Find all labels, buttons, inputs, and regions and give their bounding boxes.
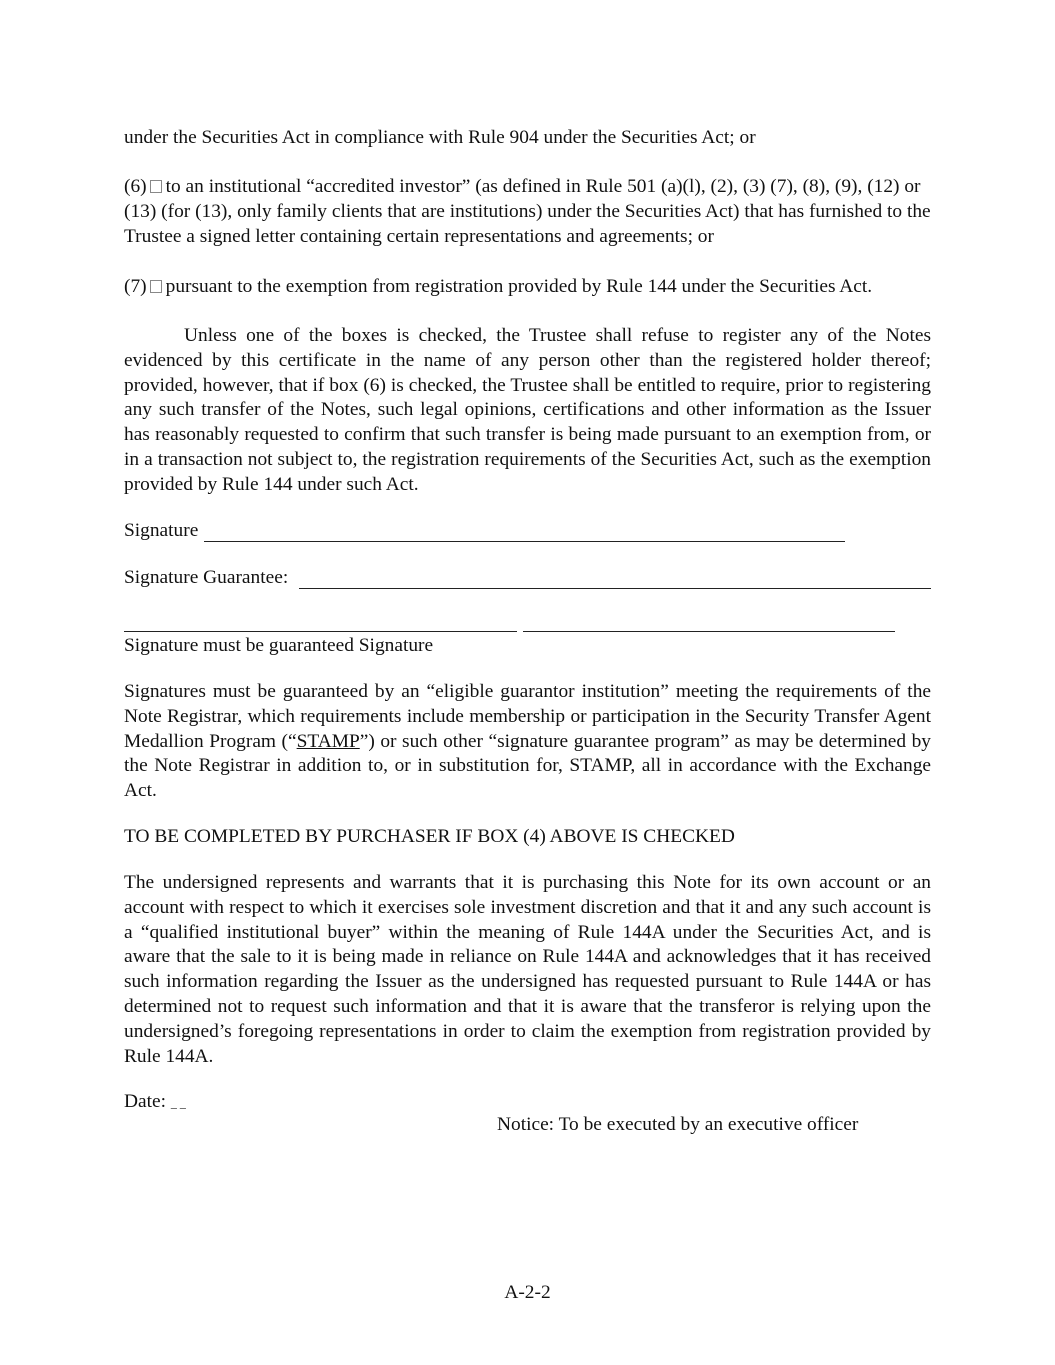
signature-guarantee-label: Signature Guarantee: (124, 567, 289, 588)
option-7 (124, 275, 931, 300)
date-label: Date: (124, 1091, 166, 1112)
second-signature-line[interactable] (523, 631, 895, 632)
paragraph-continuation: under the Securities Act in compliance with Rule 904 under the Securities Act; or (124, 127, 756, 148)
unless-paragraph: Unless one of the boxes is checked, the Trustee shall refuse to register any of the Notes evidenced by this certificate in the name of any person other than the registered holder thereof; provided, however, that if box (6) is checked, the Trustee shall be entitled to require, prior to registering any such transfer of the Notes, such legal opinions, certifications and other information as the Issuer has reasonably requested to confirm that such transfer is being made pursuant to an exemption from, or in a transaction not subject to, the registration requirements of the Securities Act, such as the exemption provided by Rule 144 under such Act. (124, 325, 931, 495)
page-number: A-2-2 (504, 1282, 551, 1303)
checkbox-6[interactable] (150, 180, 162, 193)
option-number: (7) (124, 276, 147, 297)
notice-text: Notice: To be executed by an executive officer (497, 1114, 859, 1135)
signature-label: Signature (124, 520, 199, 541)
signature-line[interactable] (204, 541, 845, 542)
date-value[interactable]: _ _ (170, 1096, 186, 1110)
stamp-term: STAMP (296, 730, 360, 752)
undersigned-paragraph: The undersigned represents and warrants that it is purchasing this Note for its own account or an account with respect to which it exercises sole investment discretion and that it and any such account is a “qualified institutional buyer” within the meaning of Rule 144A under the Securities Act, and is aware that the sale to it is being made in reliance on Rule 144A and acknowledges that it has received such information regarding the Issuer as the undersigned has requested pursuant to Rule 144A or has determined not to request such information and that it is aware that the transferor is relying upon the undersigned’s foregoing representations in order to claim the exemption from registration provided by Rule 144A. (124, 872, 931, 1067)
option-text: pursuant to the exemption from registration provided by Rule 144 under the Securities Act. (165, 276, 873, 297)
option-6 (124, 175, 931, 249)
signature-must-be-guaranteed-label: Signature must be guaranteed Signature (124, 635, 434, 656)
option-text: to an institutional “accredited investor” (as defined in Rule 501 (a)(l), (2), (3) (7), (8), (9), (12) or (13) (for (13), only family clients that are institutions) under the Securities Act) that has furnished to the Trustee a signed letter containing certain representations and agreements; or (124, 176, 931, 247)
checkbox-7[interactable] (150, 280, 162, 293)
guarantee-signature-line[interactable] (124, 631, 517, 632)
text: ”) or such other “signature guarantee program” as may be determined by the Note Registrar in addition to, or in substitution for, STAMP, all in accordance with the Exchange Act. (124, 730, 931, 802)
signature-guarantee-paragraph (124, 680, 931, 804)
purchaser-heading: TO BE COMPLETED BY PURCHASER IF BOX (4) ABOVE IS CHECKED (124, 826, 735, 847)
date-field (124, 1090, 931, 1116)
option-number: (6) (124, 176, 147, 197)
text: Signatures must be guaranteed by an “eligible guarantor institution” meeting the requirements of the Note Registrar, which requirements include membership or participation in the Security Transfer Agent Medallion Program (“ (124, 681, 931, 752)
signature-guarantee-line[interactable] (299, 588, 931, 589)
